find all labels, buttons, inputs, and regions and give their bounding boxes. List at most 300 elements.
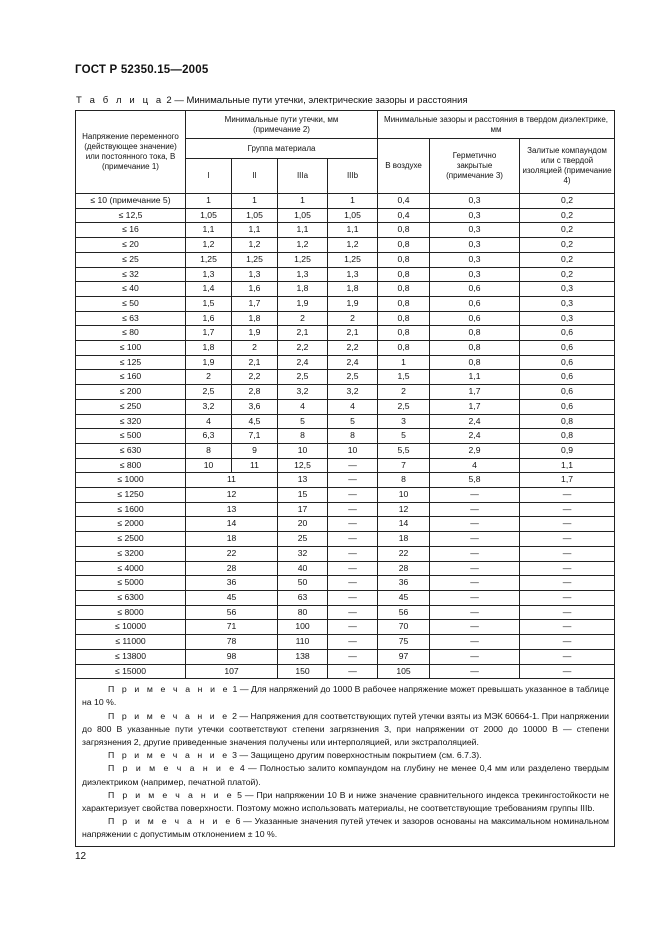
cell-group-iiia: 63 (278, 590, 328, 605)
cell-in-air: 0,8 (378, 296, 430, 311)
cell-voltage: ≤ 15000 (76, 664, 186, 679)
cell-group-i-ii: 18 (186, 532, 278, 547)
cell-in-air: 0,8 (378, 311, 430, 326)
table-row (76, 649, 615, 664)
cell-voltage: ≤ 160 (76, 370, 186, 385)
cell-group-ii: 7,1 (232, 429, 278, 444)
cell-group-iiia: 2,2 (278, 341, 328, 356)
cell-potted: — (520, 546, 615, 561)
cell-voltage: ≤ 1000 (76, 473, 186, 488)
cell-group-i-ii: 98 (186, 649, 278, 664)
cell-group-iiia: 10 (278, 443, 328, 458)
cell-voltage: ≤ 3200 (76, 546, 186, 561)
cell-in-air: 12 (378, 502, 430, 517)
cell-in-air: 56 (378, 605, 430, 620)
cell-group-iiib: 2,1 (328, 326, 378, 341)
cell-in-air: 75 (378, 635, 430, 650)
table-row (76, 664, 615, 679)
note-1 (82, 683, 609, 709)
table-row (76, 267, 615, 282)
cell-potted: — (520, 502, 615, 517)
cell-sealed: 0,6 (430, 296, 520, 311)
cell-sealed: — (430, 635, 520, 650)
cell-group-ii: 3,6 (232, 399, 278, 414)
cell-group-iiia: 3,2 (278, 385, 328, 400)
cell-sealed: — (430, 576, 520, 591)
cell-sealed: 2,9 (430, 443, 520, 458)
cell-group-iiia: 1,2 (278, 238, 328, 253)
cell-potted: 0,6 (520, 370, 615, 385)
cell-group-i-ii: 36 (186, 576, 278, 591)
cell-group-iiia: 5 (278, 414, 328, 429)
cell-voltage: ≤ 1250 (76, 488, 186, 503)
header-group-i: I (186, 159, 232, 194)
cell-sealed: 0,8 (430, 355, 520, 370)
cell-group-ii: 1 (232, 194, 278, 209)
cell-sealed: 0,8 (430, 341, 520, 356)
cell-sealed: 0,3 (430, 238, 520, 253)
cell-group-iiib: 1,8 (328, 282, 378, 297)
cell-voltage: ≤ 100 (76, 341, 186, 356)
cell-voltage: ≤ 5000 (76, 576, 186, 591)
cell-in-air: 2 (378, 385, 430, 400)
cell-voltage: ≤ 11000 (76, 635, 186, 650)
note-text: 2 — Напряжения для соответствующих путей утечки взяты из МЭК 60664-1. При напряжении до 800 В указанные пути утечки соответствуют степени загрязнения 3, при напряжении от 2000 до 10000 В — степени загрязнения 2, другие приведенные значения получены или интерполяцией, или экстраполяцией. (82, 710, 610, 748)
cell-group-iiia: 100 (278, 620, 328, 635)
header-clearances: Минимальные зазоры и расстояния в твердом диэлектрике, мм (378, 111, 615, 139)
cell-group-iiib: — (328, 605, 378, 620)
cell-voltage: ≤ 4000 (76, 561, 186, 576)
cell-sealed: 2,4 (430, 414, 520, 429)
cell-group-i: 8 (186, 443, 232, 458)
cell-potted: 0,2 (520, 194, 615, 209)
cell-potted: 0,2 (520, 223, 615, 238)
cell-group-iiia: 2,1 (278, 326, 328, 341)
cell-potted: — (520, 517, 615, 532)
cell-group-i: 3,2 (186, 399, 232, 414)
cell-group-iiib: 1,25 (328, 252, 378, 267)
cell-voltage: ≤ 80 (76, 326, 186, 341)
cell-voltage: ≤ 2000 (76, 517, 186, 532)
cell-group-i-ii: 22 (186, 546, 278, 561)
cell-potted: 0,2 (520, 252, 615, 267)
cell-potted: — (520, 576, 615, 591)
cell-voltage: ≤ 40 (76, 282, 186, 297)
cell-potted: 0,3 (520, 282, 615, 297)
cell-group-iiib: — (328, 473, 378, 488)
cell-group-iiib: 8 (328, 429, 378, 444)
table-row (76, 414, 615, 429)
cell-group-i-ii: 28 (186, 561, 278, 576)
table-row (76, 385, 615, 400)
cell-group-ii: 1,7 (232, 296, 278, 311)
cell-potted: 0,6 (520, 385, 615, 400)
table-caption-text: 2 — Минимальные пути утечки, электрические зазоры и расстояния (166, 95, 468, 106)
cell-sealed: — (430, 649, 520, 664)
cell-sealed: 0,3 (430, 223, 520, 238)
cell-sealed: 1,1 (430, 370, 520, 385)
cell-group-iiia: 1,8 (278, 282, 328, 297)
cell-potted: 0,9 (520, 443, 615, 458)
cell-group-i: 1,05 (186, 208, 232, 223)
cell-group-i-ii: 71 (186, 620, 278, 635)
table-row (76, 635, 615, 650)
cell-voltage: ≤ 8000 (76, 605, 186, 620)
cell-group-iiib: 1,9 (328, 296, 378, 311)
cell-sealed: — (430, 532, 520, 547)
note-label: П р и м е ч а н и е (108, 750, 230, 761)
cell-voltage: ≤ 200 (76, 385, 186, 400)
cell-voltage: ≤ 25 (76, 252, 186, 267)
cell-voltage: ≤ 630 (76, 443, 186, 458)
cell-group-i: 1 (186, 194, 232, 209)
cell-group-iiib: — (328, 488, 378, 503)
cell-group-ii: 9 (232, 443, 278, 458)
cell-group-iiib: — (328, 664, 378, 679)
table-row (76, 517, 615, 532)
cell-group-iiia: 15 (278, 488, 328, 503)
cell-group-i: 2 (186, 370, 232, 385)
cell-group-iiib: — (328, 576, 378, 591)
note-label: П р и м е ч а н и е (108, 710, 230, 721)
cell-group-i: 1,9 (186, 355, 232, 370)
note-4 (82, 762, 609, 788)
table-row (76, 252, 615, 267)
cell-voltage: ≤ 63 (76, 311, 186, 326)
cell-potted: — (520, 590, 615, 605)
cell-in-air: 5 (378, 429, 430, 444)
cell-group-iiib: 2,2 (328, 341, 378, 356)
note-2 (82, 710, 609, 750)
cell-group-iiib: 1,3 (328, 267, 378, 282)
cell-group-iiia: 13 (278, 473, 328, 488)
cell-group-iiia: 25 (278, 532, 328, 547)
cell-group-iiib: 2,5 (328, 370, 378, 385)
cell-in-air: 5,5 (378, 443, 430, 458)
cell-group-iiib: 2 (328, 311, 378, 326)
cell-group-i-ii: 12 (186, 488, 278, 503)
page-number: 12 (75, 851, 87, 862)
cell-in-air: 0,8 (378, 238, 430, 253)
cell-group-iiia: 150 (278, 664, 328, 679)
cell-in-air: 1,5 (378, 370, 430, 385)
cell-sealed: 0,3 (430, 267, 520, 282)
note-label: П р и м е ч а н и е (108, 816, 233, 827)
cell-group-i-ii: 107 (186, 664, 278, 679)
note-6 (82, 815, 609, 841)
cell-group-iiia: 4 (278, 399, 328, 414)
table-caption-prefix: Т а б л и ц а (76, 95, 164, 106)
cell-voltage: ≤ 10 (примечание 5) (76, 194, 186, 209)
cell-group-ii: 2 (232, 341, 278, 356)
cell-in-air: 7 (378, 458, 430, 473)
cell-group-iiia: 17 (278, 502, 328, 517)
cell-group-iiia: 2 (278, 311, 328, 326)
table-row (76, 341, 615, 356)
table-row (76, 355, 615, 370)
note-text: 6 — Указанные значения путей утечек и зазоров основаны на максимальном номинальном напряжении с допустимым отклонением ± 10 %. (82, 816, 610, 840)
cell-group-ii: 1,2 (232, 238, 278, 253)
cell-group-i-ii: 13 (186, 502, 278, 517)
header-potted: Залитые компаундом или с твердой изоляцией (примечание 4) (520, 139, 615, 194)
cell-group-i: 1,7 (186, 326, 232, 341)
table-row (76, 532, 615, 547)
cell-sealed: — (430, 517, 520, 532)
cell-group-i: 1,1 (186, 223, 232, 238)
cell-group-iiib: — (328, 620, 378, 635)
cell-group-ii: 2,1 (232, 355, 278, 370)
cell-sealed: — (430, 605, 520, 620)
table-row (76, 605, 615, 620)
cell-group-i-ii: 11 (186, 473, 278, 488)
note-text: 3 — Защищено другим поверхностным покрытием (см. 6.7.3). (232, 750, 482, 761)
table-row (76, 238, 615, 253)
table-row (76, 399, 615, 414)
cell-potted: 0,6 (520, 326, 615, 341)
cell-in-air: 70 (378, 620, 430, 635)
cell-group-iiia: 1,1 (278, 223, 328, 238)
cell-group-ii: 2,2 (232, 370, 278, 385)
cell-potted: — (520, 605, 615, 620)
table-row (76, 311, 615, 326)
cell-voltage: ≤ 250 (76, 399, 186, 414)
cell-group-iiia: 80 (278, 605, 328, 620)
cell-in-air: 97 (378, 649, 430, 664)
cell-sealed: — (430, 502, 520, 517)
cell-group-iiia: 40 (278, 561, 328, 576)
cell-potted: 0,6 (520, 341, 615, 356)
cell-in-air: 0,4 (378, 208, 430, 223)
header-group-iiia: IIIa (278, 159, 328, 194)
cell-voltage: ≤ 320 (76, 414, 186, 429)
cell-sealed: — (430, 488, 520, 503)
cell-group-iiia: 1,9 (278, 296, 328, 311)
cell-group-iiib: — (328, 502, 378, 517)
cell-potted: 0,8 (520, 429, 615, 444)
cell-sealed: 0,8 (430, 326, 520, 341)
cell-potted: 0,6 (520, 399, 615, 414)
table-row (76, 282, 615, 297)
cell-in-air: 0,8 (378, 282, 430, 297)
cell-in-air: 45 (378, 590, 430, 605)
cell-sealed: 0,6 (430, 282, 520, 297)
cell-group-iiib: — (328, 649, 378, 664)
cell-potted: — (520, 532, 615, 547)
cell-sealed: 5,8 (430, 473, 520, 488)
table-row (76, 620, 615, 635)
cell-sealed: — (430, 664, 520, 679)
table-row (76, 223, 615, 238)
table-row (76, 576, 615, 591)
cell-group-iiib: 1,1 (328, 223, 378, 238)
cell-group-iiia: 20 (278, 517, 328, 532)
cell-group-iiia: 12,5 (278, 458, 328, 473)
cell-group-ii: 1,9 (232, 326, 278, 341)
cell-in-air: 1 (378, 355, 430, 370)
notes-cell (76, 679, 615, 846)
cell-in-air: 0,8 (378, 341, 430, 356)
cell-in-air: 8 (378, 473, 430, 488)
cell-potted: 0,6 (520, 355, 615, 370)
table-row (76, 488, 615, 503)
cell-voltage: ≤ 6300 (76, 590, 186, 605)
header-in-air: В воздухе (378, 139, 430, 194)
table-row (76, 194, 615, 209)
cell-voltage: ≤ 2500 (76, 532, 186, 547)
table-row (76, 473, 615, 488)
cell-group-ii: 1,1 (232, 223, 278, 238)
note-text: 4 — Полностью залито компаундом на глубину не менее 0,4 мм или разделено твердым диэлектриком (например, печатной платой). (82, 763, 610, 787)
cell-group-i: 10 (186, 458, 232, 473)
cell-group-i: 2,5 (186, 385, 232, 400)
cell-group-iiib: 1,05 (328, 208, 378, 223)
cell-potted: 1,7 (520, 473, 615, 488)
cell-group-iiib: 4 (328, 399, 378, 414)
note-3 (82, 749, 609, 762)
cell-in-air: 0,8 (378, 252, 430, 267)
cell-potted: 0,3 (520, 311, 615, 326)
cell-group-iiib: 10 (328, 443, 378, 458)
table-row (76, 443, 615, 458)
cell-group-iiib: — (328, 546, 378, 561)
cell-voltage: ≤ 800 (76, 458, 186, 473)
cell-group-iiib: — (328, 590, 378, 605)
cell-group-i: 1,6 (186, 311, 232, 326)
table-row (76, 296, 615, 311)
cell-in-air: 36 (378, 576, 430, 591)
cell-sealed: 2,4 (430, 429, 520, 444)
clearance-table-container (75, 110, 614, 847)
cell-voltage: ≤ 12,5 (76, 208, 186, 223)
cell-potted: 0,2 (520, 238, 615, 253)
cell-in-air: 2,5 (378, 399, 430, 414)
cell-group-ii: 1,05 (232, 208, 278, 223)
cell-potted: — (520, 635, 615, 650)
cell-group-iiia: 50 (278, 576, 328, 591)
cell-sealed: — (430, 561, 520, 576)
cell-group-i: 1,25 (186, 252, 232, 267)
cell-group-i: 1,5 (186, 296, 232, 311)
cell-group-ii: 2,8 (232, 385, 278, 400)
table-caption (76, 95, 468, 106)
cell-potted: 0,8 (520, 414, 615, 429)
cell-group-ii: 11 (232, 458, 278, 473)
cell-group-iiia: 8 (278, 429, 328, 444)
cell-voltage: ≤ 32 (76, 267, 186, 282)
cell-in-air: 22 (378, 546, 430, 561)
cell-group-iiib: 5 (328, 414, 378, 429)
cell-group-ii: 4,5 (232, 414, 278, 429)
note-label: П р и м е ч а н и е (108, 763, 237, 774)
header-material-group: Группа материала (186, 139, 378, 159)
header-sealed: Герметично закрытые (примечание 3) (430, 139, 520, 194)
cell-group-i: 6,3 (186, 429, 232, 444)
cell-potted: 0,2 (520, 267, 615, 282)
cell-sealed: — (430, 590, 520, 605)
cell-group-i-ii: 45 (186, 590, 278, 605)
header-group-iiib: IIIb (328, 159, 378, 194)
note-text: 5 — При напряжении 10 В и ниже значение сравнительного индекса трекингостойкости не характеризует свойства поверхности. Поэтому можно использовать материалы, не соответствующие требованиям группы IIIb. (82, 789, 610, 814)
cell-group-iiia: 138 (278, 649, 328, 664)
table-row (76, 326, 615, 341)
table-row (76, 590, 615, 605)
cell-in-air: 18 (378, 532, 430, 547)
cell-group-iiib: — (328, 561, 378, 576)
cell-potted: 0,3 (520, 296, 615, 311)
note-5 (82, 789, 609, 815)
cell-group-i: 1,3 (186, 267, 232, 282)
cell-group-i: 1,4 (186, 282, 232, 297)
cell-group-iiia: 2,4 (278, 355, 328, 370)
cell-sealed: — (430, 546, 520, 561)
cell-group-iiia: 32 (278, 546, 328, 561)
cell-group-i-ii: 56 (186, 605, 278, 620)
cell-in-air: 14 (378, 517, 430, 532)
cell-group-i: 1,8 (186, 341, 232, 356)
cell-sealed: 0,3 (430, 252, 520, 267)
cell-potted: 0,2 (520, 208, 615, 223)
cell-potted: — (520, 649, 615, 664)
cell-in-air: 105 (378, 664, 430, 679)
cell-group-iiib: 1 (328, 194, 378, 209)
cell-voltage: ≤ 125 (76, 355, 186, 370)
cell-in-air: 0,4 (378, 194, 430, 209)
cell-voltage: ≤ 16 (76, 223, 186, 238)
cell-group-iiib: 3,2 (328, 385, 378, 400)
cell-group-iiib: — (328, 458, 378, 473)
cell-in-air: 10 (378, 488, 430, 503)
cell-in-air: 3 (378, 414, 430, 429)
table-row (76, 429, 615, 444)
cell-group-iiia: 1,25 (278, 252, 328, 267)
note-label: П р и м е ч а н и е (108, 789, 235, 800)
cell-voltage: ≤ 500 (76, 429, 186, 444)
cell-group-i: 4 (186, 414, 232, 429)
table-body (76, 194, 615, 679)
cell-sealed: 1,7 (430, 385, 520, 400)
cell-potted: — (520, 488, 615, 503)
cell-group-ii: 1,6 (232, 282, 278, 297)
header-creepage: Минимальные пути утечки, мм (примечание 2) (186, 111, 378, 139)
cell-sealed: 0,6 (430, 311, 520, 326)
cell-group-iiib: 1,2 (328, 238, 378, 253)
table-row (76, 561, 615, 576)
cell-group-i-ii: 78 (186, 635, 278, 650)
cell-potted: — (520, 664, 615, 679)
cell-group-iiib: — (328, 517, 378, 532)
header-voltage: Напряжение переменного (действующее значение) или постоянного тока, В (примечание 1) (76, 111, 186, 194)
table-row (76, 370, 615, 385)
cell-group-iiia: 2,5 (278, 370, 328, 385)
cell-group-iiia: 1,3 (278, 267, 328, 282)
cell-in-air: 0,8 (378, 326, 430, 341)
cell-sealed: 0,3 (430, 208, 520, 223)
cell-in-air: 0,8 (378, 223, 430, 238)
cell-potted: — (520, 561, 615, 576)
table-row (76, 502, 615, 517)
cell-group-i: 1,2 (186, 238, 232, 253)
cell-group-iiia: 1,05 (278, 208, 328, 223)
cell-voltage: ≤ 50 (76, 296, 186, 311)
cell-group-iiib: 2,4 (328, 355, 378, 370)
note-label: П р и м е ч а н и е (108, 684, 231, 695)
cell-voltage: ≤ 1600 (76, 502, 186, 517)
cell-group-ii: 1,3 (232, 267, 278, 282)
note-text: 1 — Для напряжений до 1000 В рабочее напряжение может превышать указанное в таблице на 10 %. (82, 684, 610, 708)
table-row (76, 208, 615, 223)
cell-group-iiib: — (328, 635, 378, 650)
cell-voltage: ≤ 10000 (76, 620, 186, 635)
